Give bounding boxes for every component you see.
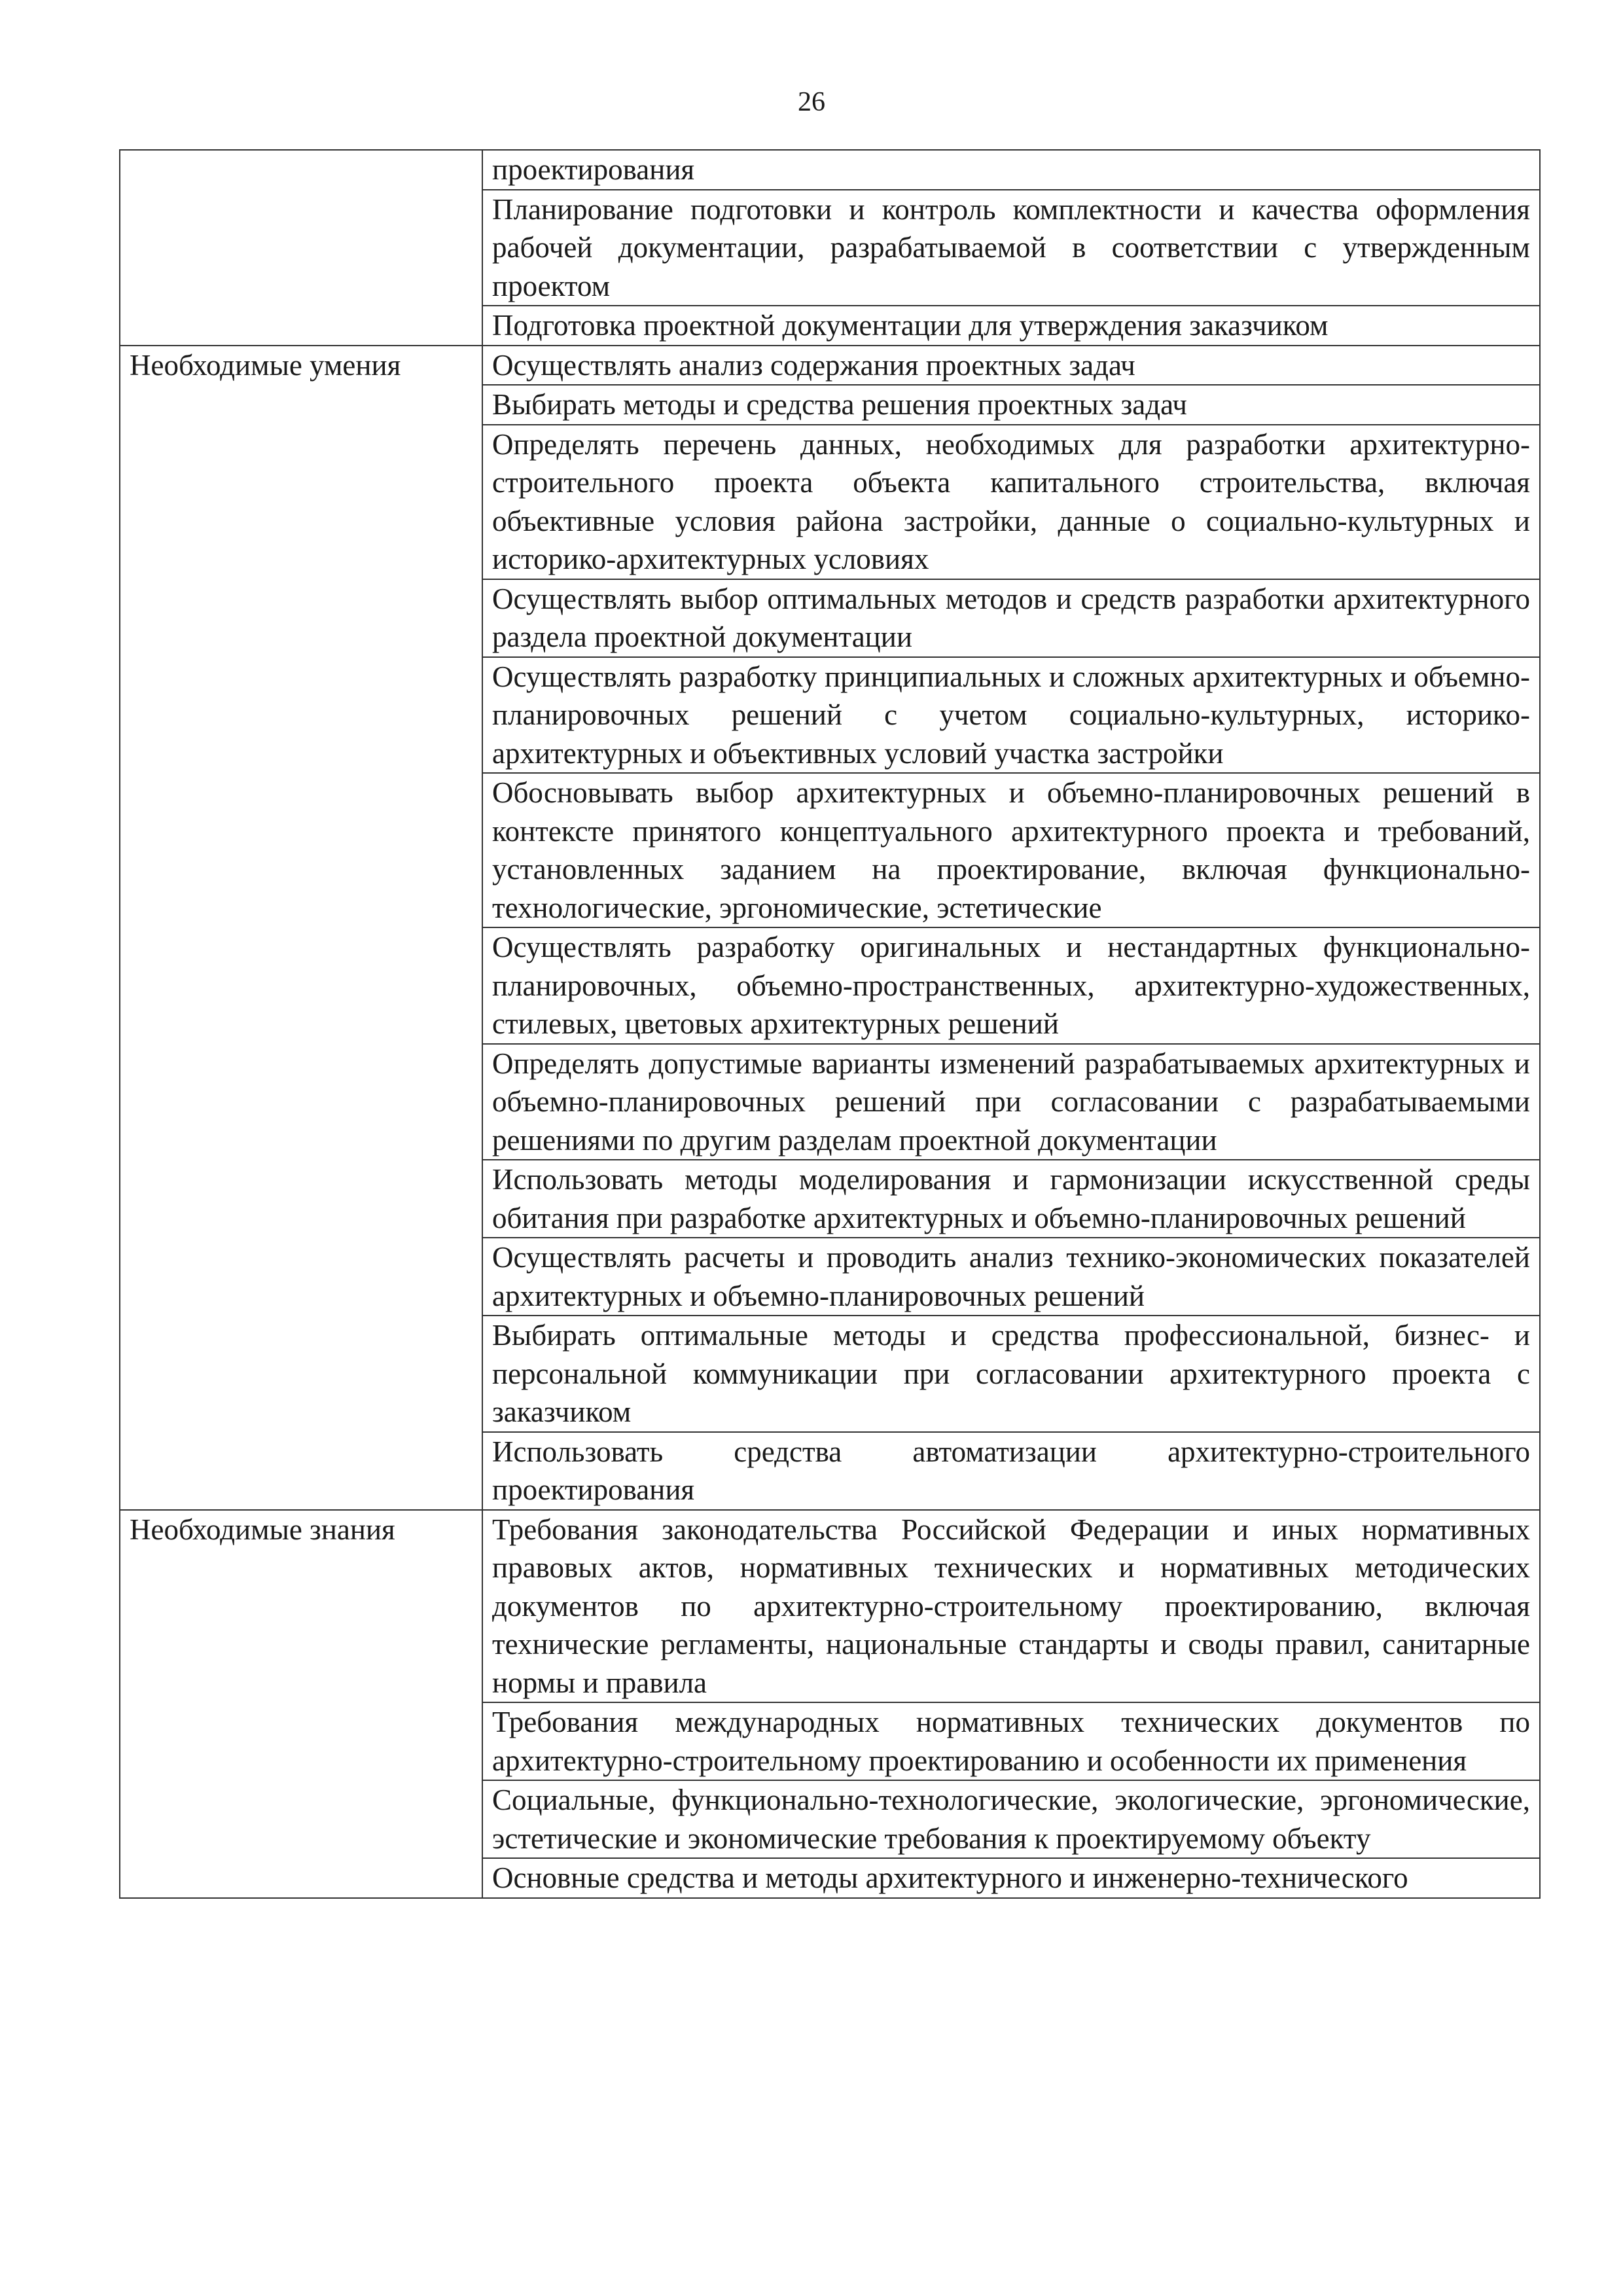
row-label: Необходимые умения <box>120 346 482 1510</box>
page-number: 26 <box>798 87 825 117</box>
requirement-text: Осуществлять расчеты и проводить анализ технико-экономических показателей архитектурных и объемно-планировочных решений <box>482 1238 1540 1316</box>
table-row <box>120 150 1540 190</box>
requirement-text: проектирования <box>482 150 1540 190</box>
table-row <box>120 1510 1540 1703</box>
requirement-text: Основные средства и методы архитектурного и инженерно-технического <box>482 1858 1540 1898</box>
requirement-text: Использовать средства автоматизации архитектурно-строительного проектирования <box>482 1432 1540 1510</box>
competency-table <box>119 149 1541 1899</box>
requirement-text: Осуществлять разработку оригинальных и нестандартных функционально-планировочных, объемно-пространственных, архитектурно-художественных, стилевых, цветовых архитектурных решений <box>482 927 1540 1044</box>
requirement-text: Определять допустимые варианты изменений разрабатываемых архитектурных и объемно-планировочных решений при согласовании с разрабатываемыми решениями по другим разделам проектной документации <box>482 1044 1540 1160</box>
table-row <box>120 346 1540 386</box>
requirement-text: Выбирать методы и средства решения проектных задач <box>482 385 1540 425</box>
requirement-text: Подготовка проектной документации для утверждения заказчиком <box>482 306 1540 346</box>
requirement-text: Социальные, функционально-технологические, экологические, эргономические, эстетические и экономические требования к проектируемому объекту <box>482 1780 1540 1858</box>
requirement-text: Определять перечень данных, необходимых для разработки архитектурно-строительного проекта объекта капитального строительства, включая объективные условия района застройки, данные о социально-культурных и историко-архитектурных условиях <box>482 425 1540 579</box>
requirement-text: Требования законодательства Российской Федерации и иных нормативных правовых актов, нормативных технических и нормативных методических документов по архитектурно-строительному проектированию, включая технические регламенты, национальные стандарты и своды правил, санитарные нормы и правила <box>482 1510 1540 1703</box>
row-label <box>120 150 482 346</box>
requirement-text: Использовать методы моделирования и гармонизации искусственной среды обитания при разработке архитектурных и объемно-планировочных решений <box>482 1160 1540 1238</box>
requirement-text: Осуществлять анализ содержания проектных задач <box>482 346 1540 386</box>
requirement-text: Планирование подготовки и контроль комплектности и качества оформления рабочей документации, разрабатываемой в соответствии с утвержденным проектом <box>482 190 1540 306</box>
requirement-text: Выбирать оптимальные методы и средства профессиональной, бизнес- и персональной коммуникации при согласовании архитектурного проекта с заказчиком <box>482 1316 1540 1432</box>
table-body <box>120 150 1540 1898</box>
requirement-text: Обосновывать выбор архитектурных и объемно-планировочных решений в контексте принятого концептуального архитектурного проекта и требований, установленных заданием на проектирование, включая функционально-технологические, эргономические, эстетические <box>482 773 1540 927</box>
requirement-text: Осуществлять выбор оптимальных методов и средств разработки архитектурного раздела проектной документации <box>482 579 1540 657</box>
row-label: Необходимые знания <box>120 1510 482 1898</box>
requirement-text: Осуществлять разработку принципиальных и сложных архитектурных и объемно-планировочных решений с учетом социально-культурных, историко-архитектурных и объективных условий участка застройки <box>482 657 1540 774</box>
requirement-text: Требования международных нормативных технических документов по архитектурно-строительному проектированию и особенности их применения <box>482 1702 1540 1780</box>
